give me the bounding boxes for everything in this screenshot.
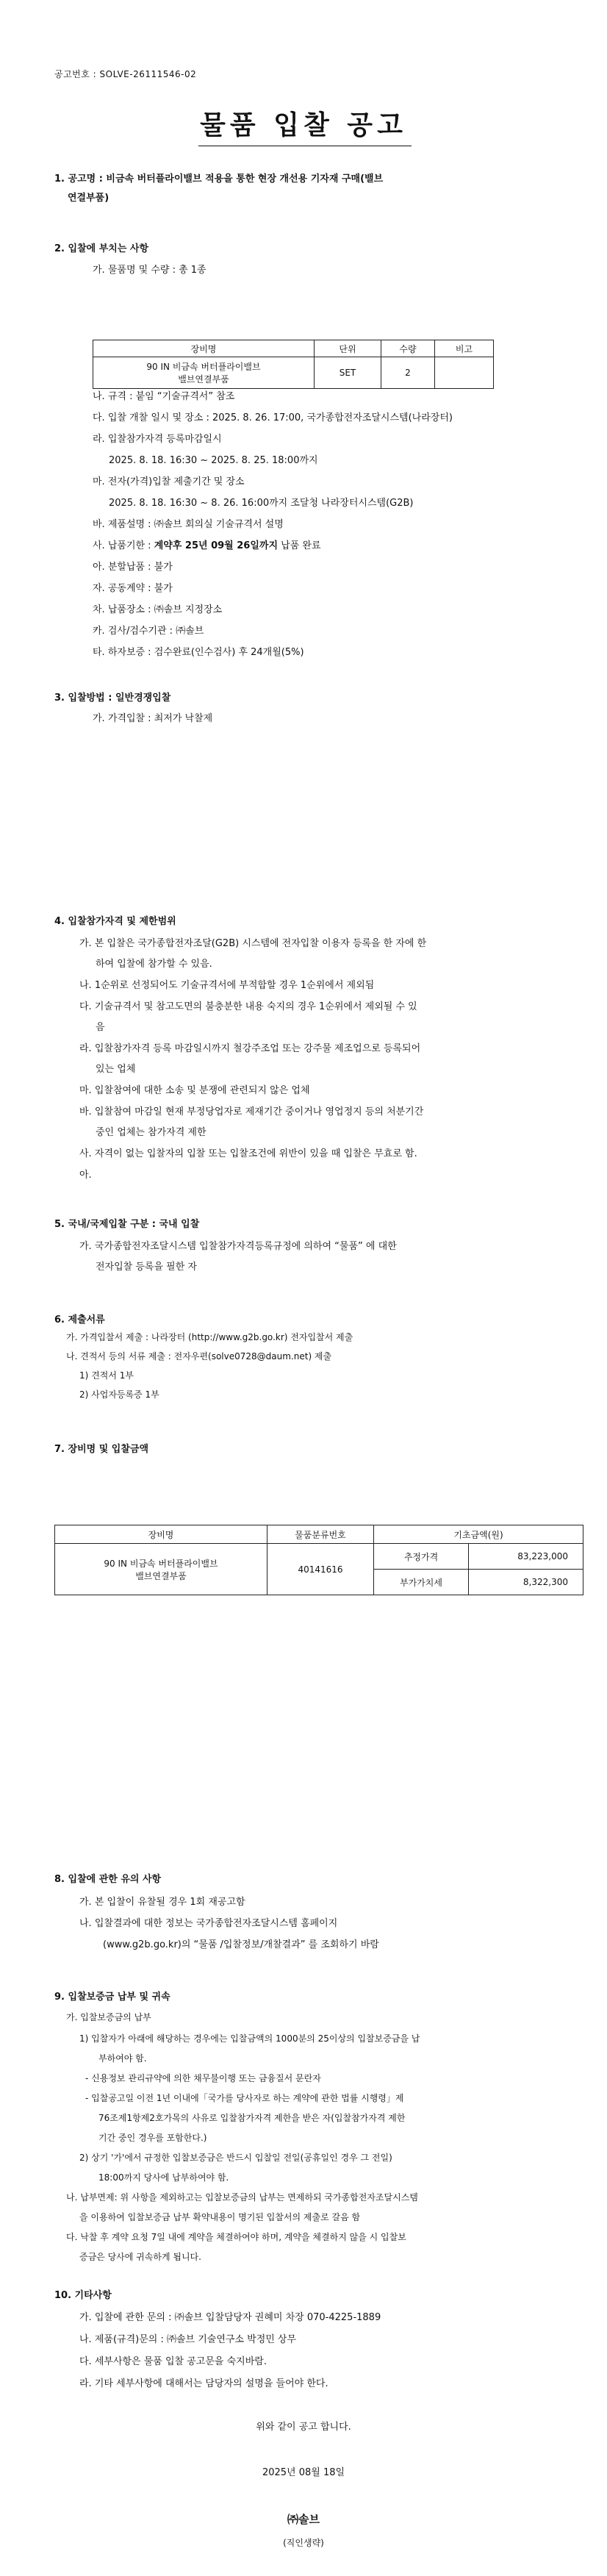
item-table <box>93 340 494 389</box>
table-row <box>93 357 494 389</box>
header-unit: 단위 <box>315 340 381 357</box>
item-4-ga-cont: 하여 입찰에 참가할 수 있음. <box>96 959 212 970</box>
item-4-ra: 라. 입찰참가자격 등록 마감일시까지 철강주조업 또는 강주물 제조업으로 등록되어 <box>79 1043 421 1054</box>
seal-omitted: (직인생략) <box>283 2538 324 2548</box>
item-8-na-cont: (www.g2b.go.kr)의 “물품 /입찰정보/개찰결과” 를 조회하기 바람 <box>103 1939 379 1950</box>
item-8-ga: 가. 본 입찰이 유찰될 경우 1회 재공고함 <box>79 1897 245 1908</box>
cell-classification-no: 40141616 <box>267 1544 374 1595</box>
item-9-da: 다. 낙찰 후 계약 요청 7일 내에 계약을 체결하여야 하며, 계약을 체결하지 않을 시 입찰보 <box>66 2232 406 2242</box>
section-5-heading: 5. 국내/국제입찰 구분 : 국내 입찰 <box>54 1219 200 1230</box>
item-2-sa <box>93 537 321 551</box>
cell-vat-label: 부가가치세 <box>374 1570 469 1595</box>
equipment-name-line1: 90 IN 비금속 버터플라이밸브 <box>104 1558 218 1569</box>
cell-equipment-name <box>93 357 315 389</box>
item-3-ga: 가. 가격입찰 : 최저가 낙찰제 <box>93 713 213 724</box>
item-4-ma: 마. 입찰참여에 대한 소송 및 분쟁에 관련되지 않은 업체 <box>79 1085 310 1096</box>
item-table-header-row <box>93 340 494 357</box>
header-quantity: 수량 <box>381 340 435 357</box>
item-9-dash-2-cont2: 기간 중인 경우를 포함한다.) <box>98 2133 207 2143</box>
item-2-ka: 카. 검사/검수기관 : ㈜솔브 <box>93 626 204 637</box>
cell-unit: SET <box>315 357 381 389</box>
item-6-doc-1: 1) 견적서 1부 <box>79 1370 134 1381</box>
company-name: ㈜솔브 <box>287 2513 320 2526</box>
item-2-na: 나. 규격 : 붙임 “기술규격서” 참조 <box>93 391 235 402</box>
item-9-1-cont: 부하여야 함. <box>98 2053 147 2064</box>
item-6-na: 나. 견적서 등의 서류 제출 : 전자우편(solve0728@daum.net) 제출 <box>66 1351 332 1362</box>
item-9-na: 나. 납부면제: 위 사항을 제외하고는 입찰보증금의 납부는 면제하되 국가종합전자조달시스템 <box>66 2192 418 2203</box>
item-2-sa-label: 사. 납품기한 : <box>93 540 154 551</box>
item-9-dash-2: - 입찰공고일 이전 1년 이내에「국가를 당사자로 하는 계약에 관한 법률 시행령」제 <box>85 2093 404 2103</box>
item-9-dash-1: - 신용정보 관리규약에 의한 채무불이행 또는 금융질서 문란자 <box>85 2073 321 2083</box>
item-4-ba: 바. 입찰참여 마감일 현재 부정당업자로 제재기간 중이거나 영업정지 등의 처분기간 <box>79 1106 424 1117</box>
item-9-ga: 가. 입찰보증금의 납부 <box>66 2012 151 2022</box>
header-equipment-name: 장비명 <box>93 340 315 357</box>
item-9-da-cont: 증금은 당사에 귀속하게 됩니다. <box>79 2252 201 2262</box>
section-10-heading: 10. 기타사항 <box>54 2290 112 2301</box>
section-2-heading: 2. 입찰에 부치는 사항 <box>54 243 149 254</box>
item-10-ga: 가. 입찰에 관한 문의 : ㈜솔브 입찰담당자 권혜미 차장 070-4225-1889 <box>79 2312 381 2323</box>
item-2-ja: 자. 공동계약 : 불가 <box>93 583 173 594</box>
closing-statement: 위와 같이 공고 합니다. <box>256 2422 351 2433</box>
item-2-sa-deadline: 계약후 25년 09월 26일까지 <box>154 540 279 551</box>
item-2-da: 다. 입찰 개찰 일시 및 장소 : 2025. 8. 26. 17:00, 국가종합전자조달시스템(나라장터) <box>93 412 453 423</box>
item-5-ga: 가. 국가종합전자조달시스템 입찰참가자격등록규정에 의하여 “물품” 에 대한 <box>79 1241 397 1252</box>
item-10-ra: 라. 기타 세부사항에 대해서는 담당자의 설명을 들어야 한다. <box>79 2378 328 2389</box>
equipment-name-line1: 90 IN 비금속 버터플라이밸브 <box>146 362 261 372</box>
header-classification-no: 물품분류번호 <box>267 1525 374 1544</box>
header-note: 비고 <box>435 340 494 357</box>
item-4-ra-cont: 있는 업체 <box>96 1064 136 1075</box>
section-3-heading: 3. 입찰방법 : 일반경쟁입찰 <box>54 693 171 704</box>
item-4-na: 나. 1순위로 선정되어도 기술규격서에 부적합할 경우 1순위에서 제외됨 <box>79 980 375 991</box>
cell-equipment-name <box>55 1544 267 1595</box>
item-4-a: 아. <box>79 1170 92 1181</box>
item-10-na: 나. 제품(규격)문의 : ㈜솔브 기술연구소 박정민 상무 <box>79 2334 297 2345</box>
item-9-1: 1) 입찰자가 아래에 해당하는 경우에는 입찰금액의 1000분의 25이상의 입찰보증금을 납 <box>79 2033 420 2044</box>
cell-quantity: 2 <box>381 357 435 389</box>
item-2-ra: 라. 입찰참가자격 등록마감일시 <box>93 434 222 445</box>
section-8-heading: 8. 입찰에 관한 유의 사항 <box>54 1874 162 1885</box>
item-10-da: 다. 세부사항은 물품 입찰 공고문을 숙지바람. <box>79 2356 267 2367</box>
item-4-da: 다. 기술규격서 및 참고도면의 불충분한 내용 숙지의 경우 1순위에서 제외될 수 있 <box>79 1001 417 1012</box>
item-4-ba-cont: 중인 업체는 참가자격 제한 <box>96 1127 206 1138</box>
item-5-ga-cont: 전자입찰 등록을 필한 자 <box>96 1262 197 1273</box>
equipment-name-line2: 밸브연결부품 <box>135 1570 187 1581</box>
section-4-heading: 4. 입찰참가자격 및 제한범위 <box>54 916 176 927</box>
equipment-name-line2: 밸브연결부품 <box>178 374 229 384</box>
notice-date: 2025년 08월 18일 <box>262 2467 345 2478</box>
bid-amount-table <box>54 1525 583 1595</box>
item-2-cha: 차. 납품장소 : ㈜솔브 지정장소 <box>93 604 223 615</box>
cell-estimated-label: 추정가격 <box>374 1544 469 1570</box>
table-row <box>55 1544 583 1570</box>
notice-number: 공고번호 : SOLVE-26111546-02 <box>54 69 197 79</box>
item-2-ba: 바. 제품설명 : ㈜솔브 회의실 기술규격서 설명 <box>93 519 284 530</box>
item-9-dash-2-cont: 76조제1항제2호가목의 사유로 입찰참가자격 제한을 받은 자(입찰참가자격 제한 <box>98 2113 406 2123</box>
item-9-2-cont: 18:00까지 당사에 납부하여야 함. <box>98 2172 229 2183</box>
section-1-heading-cont: 연결부품) <box>68 193 109 204</box>
item-8-na: 나. 입찰결과에 대한 정보는 국가종합전자조달시스템 홈페이지 <box>79 1918 338 1929</box>
section-7-heading: 7. 장비명 및 입찰금액 <box>54 1444 149 1455</box>
item-4-sa: 사. 자격이 없는 입찰자의 입찰 또는 입찰조건에 위반이 있을 때 입찰은 무효로 함. <box>79 1148 417 1159</box>
item-9-2: 2) 상기 '가'에서 규정한 입찰보증금은 반드시 입찰일 전일(공휴일인 경우 그 전일) <box>79 2153 392 2163</box>
item-2-ta: 타. 하자보증 : 검수완료(인수검사) 후 24개월(5%) <box>93 647 304 658</box>
item-4-da-cont: 음 <box>96 1022 105 1033</box>
cell-note <box>435 357 494 389</box>
item-2-ma: 마. 전자(가격)입찰 제출기간 및 장소 <box>93 476 245 487</box>
page-title: 물품 입찰 공고 <box>200 110 407 140</box>
item-4-ga: 가. 본 입찰은 국가종합전자조달(G2B) 시스템에 전자입찰 이용자 등록을 한 자에 한 <box>79 938 427 949</box>
item-2-a: 아. 분할납품 : 불가 <box>93 562 173 573</box>
item-2-ga: 가. 물품명 및 수량 : 총 1종 <box>93 265 206 276</box>
item-6-doc-2: 2) 사업자등록증 1부 <box>79 1389 159 1400</box>
cell-estimated-price: 83,223,000 <box>469 1544 583 1570</box>
header-equipment-name: 장비명 <box>55 1525 267 1544</box>
cell-vat-amount: 8,322,300 <box>469 1570 583 1595</box>
header-base-amount: 기초금액(원) <box>374 1525 583 1544</box>
item-6-ga: 가. 가격입찰서 제출 : 나라장터 (http://www.g2b.go.kr) 전자입찰서 제출 <box>66 1332 353 1342</box>
item-2-ma-period: 2025. 8. 18. 16:30 ~ 8. 26. 16:00까지 조달청 나라장터시스템(G2B) <box>109 498 414 509</box>
section-6-heading: 6. 제출서류 <box>54 1314 105 1325</box>
item-2-ra-period: 2025. 8. 18. 16:30 ~ 2025. 8. 25. 18:00까지 <box>109 455 318 466</box>
item-9-na-cont: 을 이용하여 입찰보증금 납부 확약내용이 명기된 입찰서의 제출로 갈음 함 <box>79 2212 361 2222</box>
section-9-heading: 9. 입찰보증금 납부 및 귀속 <box>54 1992 170 2003</box>
section-1-heading: 1. 공고명 : 비금속 버터플라이밸브 적용을 통한 현장 개선용 기자재 구매(밸브 <box>54 173 384 185</box>
bid-table-header-row <box>55 1525 583 1544</box>
item-2-sa-suffix: 납품 완료 <box>278 540 321 551</box>
